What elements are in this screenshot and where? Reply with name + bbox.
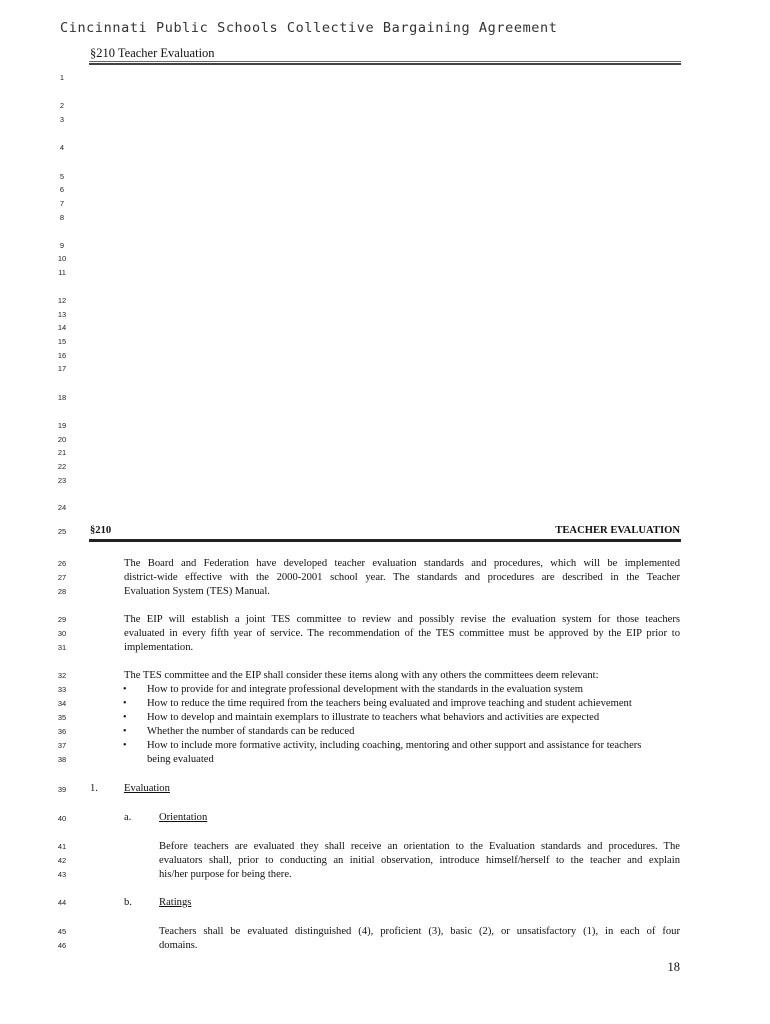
line-number: 32 (57, 671, 67, 680)
paragraph-line: his/her purpose for being there. (159, 869, 292, 880)
line-number: 16 (57, 351, 67, 360)
line-number: 9 (59, 241, 65, 250)
line-number: 23 (57, 476, 67, 485)
line-number: 20 (57, 435, 67, 444)
line-number: 45 (57, 927, 67, 936)
running-section-header: §210 Teacher Evaluation (90, 46, 215, 60)
line-number: 30 (57, 629, 67, 638)
line-number: 43 (57, 870, 67, 879)
line-number: 25 (57, 527, 67, 536)
line-number: 6 (59, 185, 65, 194)
bullet-icon: • (123, 726, 127, 737)
document-title: Cincinnati Public Schools Collective Bargaining Agreement (60, 20, 558, 36)
line-number: 29 (57, 615, 67, 624)
subitem-letter: b. (124, 897, 132, 908)
line-number: 18 (57, 393, 67, 402)
bullet-icon: • (123, 698, 127, 709)
line-number: 14 (57, 323, 67, 332)
line-number: 35 (57, 713, 67, 722)
item-number: 1. (90, 783, 98, 794)
line-number: 8 (59, 213, 65, 222)
paragraph-line: domains. (159, 940, 198, 951)
line-number: 22 (57, 462, 67, 471)
line-number: 28 (57, 587, 67, 596)
line-number: 7 (59, 199, 65, 208)
paragraph-line: The TES committee and the EIP shall consider these items along with any others the committees deem relevant: (124, 670, 599, 681)
line-number: 40 (57, 814, 67, 823)
list-item-continuation: being evaluated (147, 754, 214, 765)
line-number: 31 (57, 643, 67, 652)
paragraph-line: Before teachers are evaluated they shall receive an orientation to the Evaluation standards and procedures. The (159, 841, 680, 852)
list-item: How to provide for and integrate professional development with the standards in the evaluation system (147, 684, 583, 695)
line-number: 5 (59, 172, 65, 181)
bullet-icon: • (123, 684, 127, 695)
paragraph-line: implementation. (124, 642, 194, 653)
header-rule-thin (89, 61, 681, 62)
subitem-letter: a. (124, 812, 132, 823)
line-number: 33 (57, 685, 67, 694)
section-number: §210 (90, 525, 112, 536)
line-number: 24 (57, 503, 67, 512)
bullet-icon: • (123, 740, 127, 751)
line-number: 41 (57, 842, 67, 851)
line-number: 26 (57, 559, 67, 568)
subitem-title: Ratings (159, 897, 192, 908)
list-item: How to reduce the time required from the teachers being evaluated and improve teaching and student achievement (147, 698, 632, 709)
line-number: 36 (57, 727, 67, 736)
line-number: 39 (57, 785, 67, 794)
list-item: Whether the number of standards can be reduced (147, 726, 355, 737)
line-number: 15 (57, 337, 67, 346)
bullet-icon: • (123, 712, 127, 723)
line-number: 17 (57, 364, 67, 373)
line-number: 37 (57, 741, 67, 750)
line-number: 4 (59, 143, 65, 152)
line-number: 46 (57, 941, 67, 950)
paragraph-line: Evaluation System (TES) Manual. (124, 586, 270, 597)
section-title: TEACHER EVALUATION (555, 525, 680, 536)
paragraph-line: evaluators shall, prior to conducting an initial observation, introduce himself/herself to the teacher and explain (159, 855, 680, 866)
line-number: 1 (59, 73, 65, 82)
paragraph-line: The EIP will establish a joint TES committee to review and possibly revise the evaluation system for those teachers (124, 614, 680, 625)
paragraph-line: Teachers shall be evaluated distinguished (4), proficient (3), basic (2), or unsatisfactory (1), in each of four (159, 926, 680, 937)
line-number: 27 (57, 573, 67, 582)
line-number: 10 (57, 254, 67, 263)
list-item: How to include more formative activity, including coaching, mentoring and other support and assistance for teachers (147, 740, 642, 751)
line-number: 13 (57, 310, 67, 319)
line-number: 42 (57, 856, 67, 865)
list-item: How to develop and maintain exemplars to illustrate to teachers what behaviors and activities are expected (147, 712, 600, 723)
line-number: 34 (57, 699, 67, 708)
paragraph-line: evaluated in every fifth year of service. The recommendation of the TES committee must be approved by the EIP prior to (124, 628, 680, 639)
line-number: 2 (59, 101, 65, 110)
line-number: 21 (57, 448, 67, 457)
line-number: 44 (57, 898, 67, 907)
line-number: 38 (57, 755, 67, 764)
paragraph-line: district-wide effective with the 2000-2001 school year. The standards and procedures are described in the Teacher (124, 572, 680, 583)
line-number: 19 (57, 421, 67, 430)
line-number: 11 (58, 268, 66, 277)
item-title: Evaluation (124, 783, 170, 794)
line-number: 3 (59, 115, 65, 124)
section-rule (89, 539, 681, 542)
paragraph-line: The Board and Federation have developed teacher evaluation standards and procedures, which will be implemented (124, 558, 680, 569)
page-number: 18 (667, 960, 680, 974)
line-number: 12 (57, 296, 67, 305)
subitem-title: Orientation (159, 812, 208, 823)
header-rule-thick (89, 63, 681, 65)
